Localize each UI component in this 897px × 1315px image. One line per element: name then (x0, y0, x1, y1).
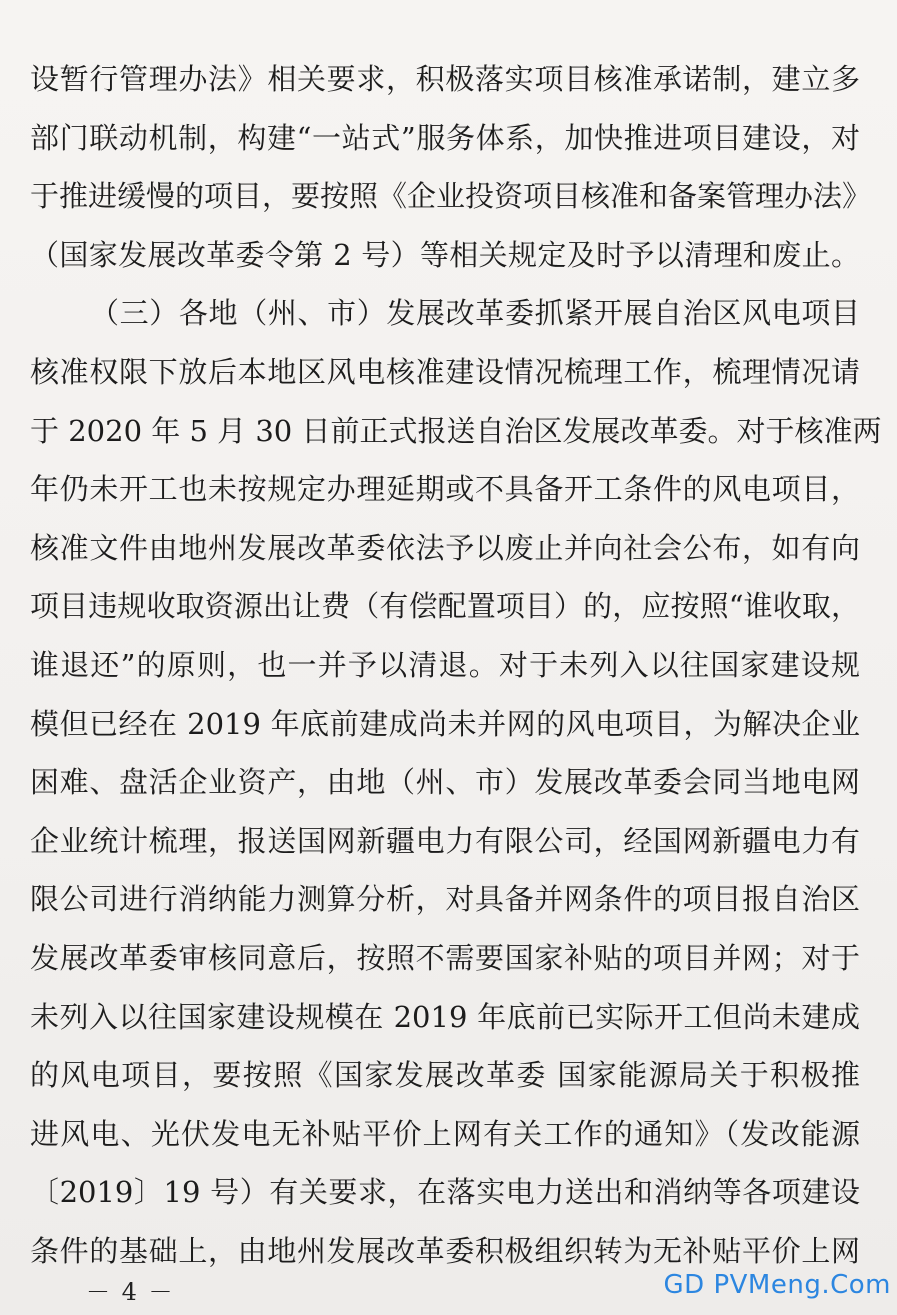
text-line: 困难、盘活企业资产，由地（州、市）发展改革委会同当地电网 (30, 765, 860, 800)
text-line: 发展改革委审核同意后，按照不需要国家补贴的项目并网；对于 (30, 940, 860, 975)
text-line: 企业统计梳理，报送国网新疆电力有限公司，经国网新疆电力有 (30, 823, 860, 858)
text-line: 核准文件由地州发展改革委依法予以废止并向社会公布，如有向 (30, 530, 860, 565)
text-line: 于 2020 年 5 月 30 日前正式报送自治区发展改革委。对于核准两 (30, 413, 882, 448)
text-line: 谁退还”的原则，也一并予以清退。对于未列入以往国家建设规 (30, 647, 860, 682)
text-line: （三）各地（州、市）发展改革委抓紧开展自治区风电项目 (90, 296, 860, 331)
text-line: 条件的基础上，由地州发展改革委积极组织转为无补贴平价上网 (30, 1233, 860, 1268)
text-line: 项目违规收取资源出让费（有偿配置项目）的，应按照“谁收取， (30, 589, 860, 624)
text-line: 部门联动机制，构建“一站式”服务体系，加快推进项目建设，对 (30, 120, 860, 155)
text-line: 〔2019〕19 号）有关要求，在落实电力送出和消纳等各项建设 (30, 1175, 860, 1210)
text-line: 模但已经在 2019 年底前建成尚未并网的风电项目，为解决企业 (30, 706, 860, 741)
text-line: 设暂行管理办法》相关要求，积极落实项目核准承诺制，建立多 (30, 62, 860, 96)
text-line: 进风电、光伏发电无补贴平价上网有关工作的通知》（发改能源 (30, 1116, 860, 1151)
watermark: GD PVMeng.Com (663, 1270, 891, 1300)
text-line: 于推进缓慢的项目，要按照《企业投资项目核准和备案管理办法》 (30, 179, 872, 214)
text-line: 的风电项目，要按照《国家发展改革委 国家能源局关于积极推 (30, 1058, 860, 1093)
text-line: 未列入以往国家建设规模在 2019 年底前已实际开工但尚未建成 (30, 999, 860, 1034)
body-text (30, 50, 882, 1280)
text-line: 核准权限下放后本地区风电核准建设情况梳理工作，梳理情况请 (30, 354, 860, 389)
page-number: － 4 － (86, 1278, 175, 1306)
text-line: （国家发展改革委令第 2 号）等相关规定及时予以清理和废止。 (30, 237, 860, 272)
text-line: 限公司进行消纳能力测算分析，对具备并网条件的项目报自治区 (30, 882, 860, 917)
text-line: 年仍未开工也未按规定办理延期或不具备开工条件的风电项目， (30, 472, 860, 507)
